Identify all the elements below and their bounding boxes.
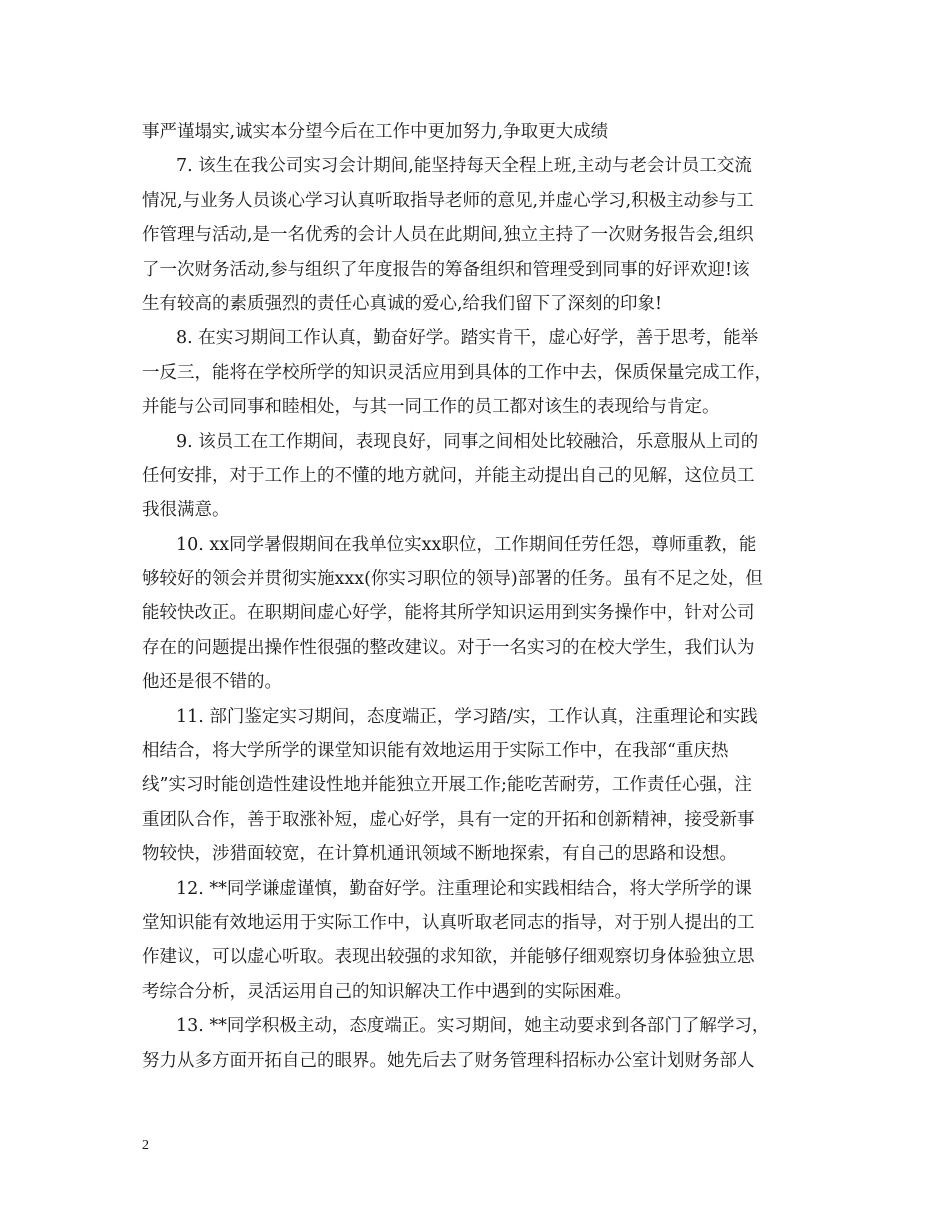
text-line: 我很满意。 <box>142 500 230 521</box>
text-line: 并能与公司同事和睦相处，与其一同工作的员工都对该生的表现给与肯定。 <box>142 397 720 418</box>
page-number: 2 <box>142 1138 149 1153</box>
paragraph-first-line: 9. 该员工在工作期间，表现良好，同事之间相处比较融洽，乐意服从上司的 <box>176 431 759 452</box>
text-line: 他还是很不错的。 <box>142 672 282 693</box>
text-line: 堂知识能有效地运用于实际工作中，认真听取老同志的指导，对于别人提出的工 <box>142 912 755 933</box>
text-line: 生有较高的素质强烈的责任心真诚的爱心,给我们留下了深刻的印象! <box>142 293 663 314</box>
text-line: 存在的问题提出操作性很强的整改建议。对于一名实习的在校大学生，我们认为 <box>142 637 755 658</box>
text-line: 重团队合作，善于取涨补短，虚心好学，具有一定的开拓和创新精神，接受新事 <box>142 809 755 830</box>
paragraph-first-line: 8. 在实习期间工作认真，勤奋好学。踏实肯干，虚心好学，善于思考，能举 <box>176 328 759 349</box>
text-line: 一反三，能将在学校所学的知识灵活应用到具体的工作中去，保质保量完成工作， <box>142 362 772 383</box>
text-line: 情况,与业务人员谈心学习认真听取指导老师的意见,并虚心学习,积极主动参与工 <box>142 190 754 211</box>
paragraph-first-line: 7. 该生在我公司实习会计期间,能坚持每天全程上班,主动与老会计员工交流 <box>176 156 752 177</box>
paragraph-first-line: 10. xx同学暑假期间在我单位实xx职位，工作期间任劳任怨，尊师重教，能 <box>176 534 757 555</box>
text-line: 能较快改正。在职期间虚心好学，能将其所学知识运用到实务操作中，针对公司 <box>142 603 755 624</box>
document-body <box>142 115 832 1078</box>
text-line: 相结合，将大学所学的课堂知识能有效地运用于实际工作中，在我部“重庆热 <box>142 741 729 762</box>
text-line: 作管理与活动,是一名优秀的会计人员在此期间,独立主持了一次财务报告会,组织 <box>142 225 754 246</box>
text-line: 作建议，可以虚心听取。表现出较强的求知欲，并能够仔细观察切身体验独立思 <box>142 947 755 968</box>
text-line: 够较好的领会并贯彻实施xxx(你实习职位的领导)部署的任务。虽有不足之处，但 <box>142 569 763 590</box>
text-line: 物较快，涉猎面较宽，在计算机通讯领域不断地探索，有自己的思路和设想。 <box>142 844 737 865</box>
text-line: 线”实习时能创造性建设性地并能独立开展工作;能吃苦耐劳，工作责任心强，注 <box>142 775 752 796</box>
paragraph-first-line: 12. **同学谦虚谨慎，勤奋好学。注重理论和实践相结合，将大学所学的课 <box>176 878 752 899</box>
text-line: 努力从多方面开拓自己的眼界。她先后去了财务管理科招标办公室计划财务部人 <box>142 1050 755 1071</box>
paragraph-first-line: 11. 部门鉴定实习期间，态度端正，学习踏/实，工作认真，注重理论和实践 <box>176 706 758 727</box>
text-line: 考综合分析，灵活运用自己的知识解决工作中遇到的实际困难。 <box>142 981 632 1002</box>
text-line: 任何安排，对于工作上的不懂的地方就问，并能主动提出自己的见解，这位员工 <box>142 465 755 486</box>
text-line: 了一次财务活动,参与组织了年度报告的筹备组织和管理受到同事的好评欢迎!该 <box>142 259 750 280</box>
paragraph-first-line: 13. **同学积极主动，态度端正。实习期间，她主动要求到各部门了解学习， <box>176 1016 770 1037</box>
text-line: 事严谨塌实,诚实本分望今后在工作中更加努力,争取更大成绩 <box>142 122 609 142</box>
